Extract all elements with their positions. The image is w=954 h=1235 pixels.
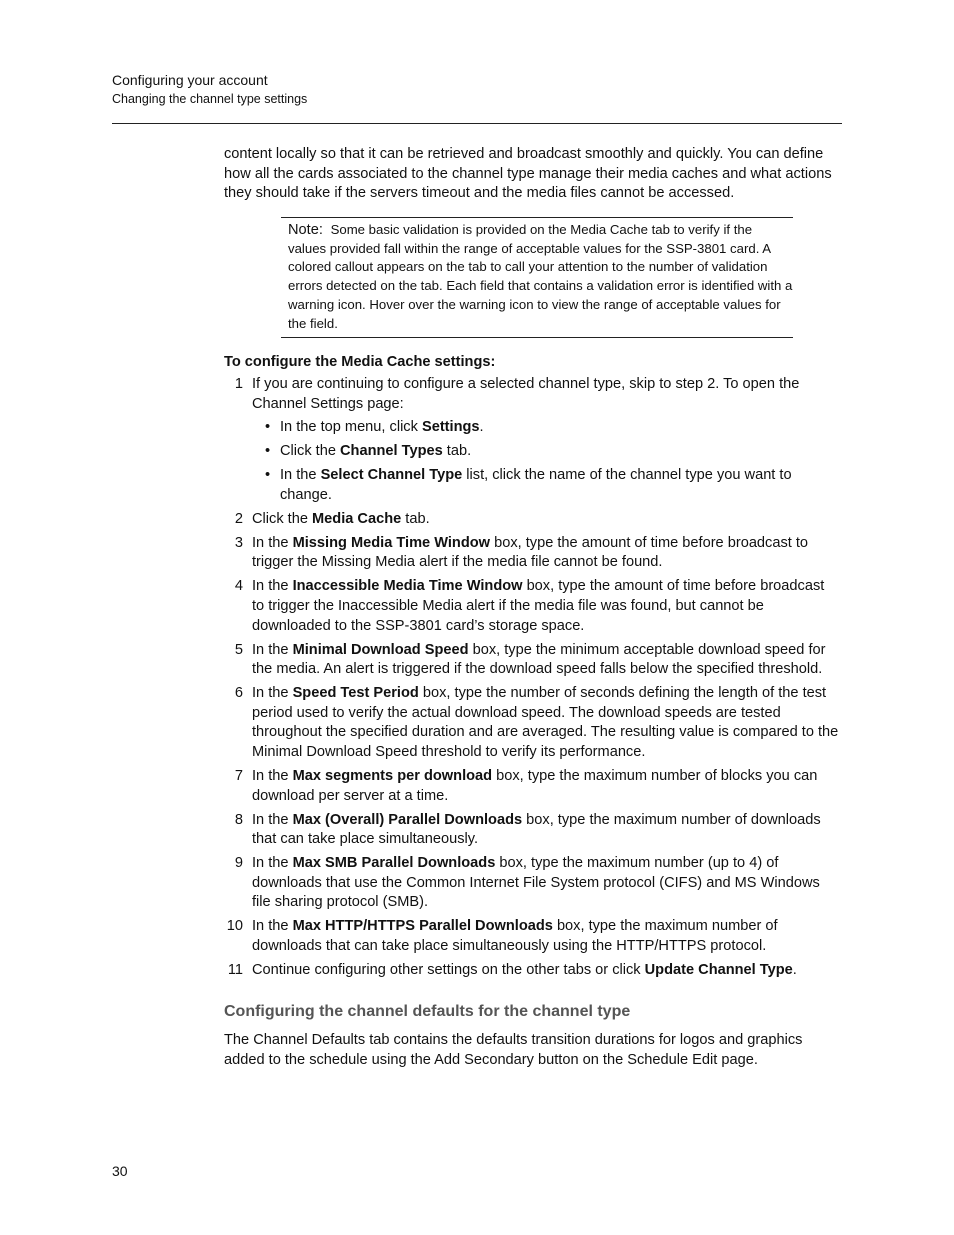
page-number: 30 xyxy=(112,1163,128,1179)
step-number: 8 xyxy=(234,811,243,828)
bullet-icon: • xyxy=(265,419,271,436)
header-section-title: Changing the channel type settings xyxy=(112,92,308,106)
main-content xyxy=(224,145,840,1071)
step-item xyxy=(224,684,840,762)
step-text: In the xyxy=(252,855,293,872)
bullet-icon: • xyxy=(265,467,271,484)
bullet-icon: • xyxy=(265,443,271,460)
header-rule xyxy=(112,123,842,124)
bullet-text-end: list, click the name of the channel type you want to change. xyxy=(280,467,792,503)
step-emphasis: Missing Media Time Window xyxy=(292,534,491,551)
step-bullet-list xyxy=(252,418,840,505)
header-chapter-title: Configuring your account xyxy=(112,72,268,88)
step-emphasis: Inaccessible Media Time Window xyxy=(292,578,523,595)
step-text: In the xyxy=(252,578,293,595)
section-body: The Channel Defaults tab contains the defaults transition durations for logos and graphics added to the schedule using the Add Secondary button on the Schedule Edit page. xyxy=(224,1032,803,1069)
step-text-end: box, type the maximum number (up to 4) of downloads that use the Common Internet File System protocol (CIFS) and MS Windows file sharing protocol (SMB). xyxy=(252,855,820,911)
step-number: 6 xyxy=(234,685,243,702)
step-text-end: box, type the minimum acceptable download speed for the media. An alert is triggered if the download speed falls below the specified threshold. xyxy=(252,641,826,678)
step-text-end: box, type the maximum number of blocks you can download per server at a time. xyxy=(252,767,818,804)
note-box xyxy=(281,217,793,338)
step-emphasis: Update Channel Type xyxy=(644,961,793,978)
step-item xyxy=(224,577,840,636)
procedure-steps xyxy=(224,375,840,980)
step-item xyxy=(224,961,840,981)
bullet-emphasis: Settings xyxy=(421,419,480,436)
step-number: 2 xyxy=(234,510,243,527)
step-text-end: . xyxy=(792,961,797,978)
step-text-end: box, type the amount of time before broadcast to trigger the Missing Media alert if the media file cannot be found. xyxy=(252,534,809,571)
step-number: 9 xyxy=(234,855,243,872)
intro-paragraph: content locally so that it can be retrieved and broadcast smoothly and quickly. You can define how all the cards associated to the channel type manage their media caches and what actions they should take if the servers timeout and the media files cannot be accessed. xyxy=(224,146,832,202)
step-number: 4 xyxy=(234,578,243,595)
note-text: Some basic validation is provided on the Media Cache tab to verify if the values provided fall within the range of acceptable values for the SSP-3801 card. A colored callout appears on the tab to call your attention to the number of validation errors detected on the tab. Each field that contains a validation error is identified with a warning icon. Hover over the warning icon to view the range of acceptable values for the field. xyxy=(288,221,793,331)
step-text-end: box, type the maximum number of downloads that can take place simultaneously. xyxy=(252,811,821,848)
step-emphasis: Max HTTP/HTTPS Parallel Downloads xyxy=(292,918,553,935)
running-header xyxy=(112,71,307,107)
step-number: 10 xyxy=(226,918,243,935)
bullet-text: In the xyxy=(280,467,321,484)
step-text: Click the xyxy=(252,510,313,527)
bullet-item xyxy=(252,418,840,438)
step-text: In the xyxy=(252,918,293,935)
step-text: In the xyxy=(252,641,293,658)
step-item xyxy=(224,534,840,573)
bullet-emphasis: Select Channel Type xyxy=(320,467,463,484)
step-item xyxy=(224,641,840,680)
step-item xyxy=(224,375,840,505)
step-emphasis: Speed Test Period xyxy=(292,685,419,702)
bullet-text-end: . xyxy=(479,419,484,436)
step-text-end: box, type the maximum number of downloads that can take place simultaneously using the HTTP/HTTPS protocol. xyxy=(252,918,778,954)
step-item xyxy=(224,510,840,530)
step-emphasis: Minimal Download Speed xyxy=(292,641,469,658)
bullet-text-end: tab. xyxy=(442,443,472,460)
section-heading: Configuring the channel defaults for the channel type xyxy=(224,1003,631,1021)
step-number: 3 xyxy=(234,534,243,551)
step-emphasis: Media Cache xyxy=(312,510,402,527)
step-number: 7 xyxy=(234,767,243,784)
bullet-text: In the top menu, click xyxy=(280,419,422,436)
step-emphasis: Max (Overall) Parallel Downloads xyxy=(292,811,523,828)
step-number: 11 xyxy=(227,961,243,978)
note-label: Note: xyxy=(288,221,323,238)
step-text: If you are continuing to configure a selected channel type, skip to step 2. To open the Channel Settings page: xyxy=(252,376,800,412)
step-text-end: box, type the number of seconds defining the length of the test period used to verify the actual download speed. The download speeds are tested throughout the specified duration and are averaged. The resulting value is compared to the Minimal Download Speed threshold to verify its performance. xyxy=(252,685,839,760)
step-item xyxy=(224,917,840,956)
step-item xyxy=(224,767,840,806)
step-emphasis: Max SMB Parallel Downloads xyxy=(292,855,496,872)
step-emphasis: Max segments per download xyxy=(292,767,493,784)
step-text: In the xyxy=(252,534,293,551)
step-item xyxy=(224,854,840,913)
step-text: In the xyxy=(252,767,293,784)
step-text: In the xyxy=(252,811,293,828)
step-number: 5 xyxy=(234,641,243,658)
step-text: In the xyxy=(252,685,293,702)
step-text-end: tab. xyxy=(401,510,430,527)
step-text: Continue configuring other settings on the other tabs or click xyxy=(252,961,645,978)
bullet-emphasis: Channel Types xyxy=(340,443,443,460)
step-text-end: box, type the amount of time before broadcast to trigger the Inaccessible Media alert if the media file was found, but cannot be downloaded to the SSP-3801 card’s storage space. xyxy=(252,578,825,634)
procedure-heading: To configure the Media Cache settings: xyxy=(224,353,496,370)
bullet-item xyxy=(252,466,840,505)
step-number: 1 xyxy=(234,376,243,393)
bullet-item xyxy=(252,442,840,462)
bullet-text: Click the xyxy=(280,443,341,460)
step-item xyxy=(224,811,840,850)
